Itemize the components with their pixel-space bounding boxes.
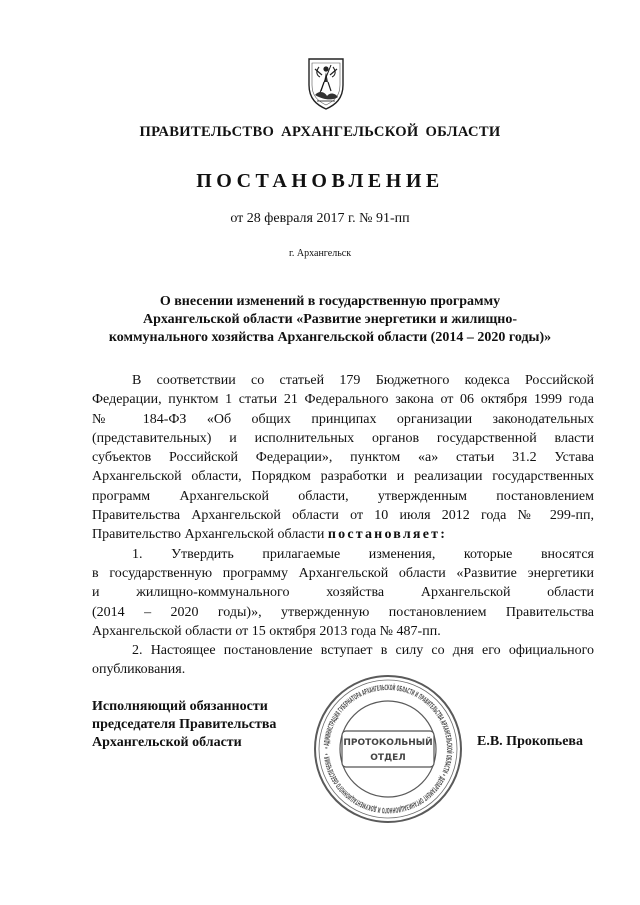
position-line: Архангельской области (92, 735, 242, 750)
body-line: и жилищно-коммунального хозяйства Архангельской области (92, 585, 594, 601)
body-line-last (92, 525, 594, 544)
stamp-center-line: ПРОТОКОЛЬНЫЙ (343, 738, 433, 748)
body-line: субъектов Российской Федерации», пунктом «а» статьи 31.2 Устава (92, 450, 594, 466)
signatory-position (92, 698, 276, 752)
body-line: № 184-ФЗ «Об общих принципах организации законодательных (92, 411, 594, 427)
document-body (92, 371, 594, 680)
decree-word: постановляет: (327, 527, 448, 543)
coat-of-arms-icon (303, 55, 349, 111)
government-name: ПРАВИТЕЛЬСТВО АРХАНГЕЛЬСКОЙ ОБЛАСТИ (139, 124, 501, 140)
body-line: (представительных) и исполнительных органов государственной власти (92, 430, 594, 446)
signatory-name: Е.В. Прокопьева (477, 734, 583, 749)
date-number: от 28 февраля 2017 г. № 91-пп (230, 211, 410, 226)
document-title (100, 293, 560, 347)
city: г. Архангельск (288, 248, 352, 259)
body-line: в государственную программу Архангельской области «Развитие энергетики (92, 565, 594, 581)
stamp-center-line: ОТДЕЛ (370, 753, 406, 763)
body-line: опубликования. (92, 662, 186, 678)
body-line: Архангельской области, Порядком разработки и реализации государственных (92, 469, 594, 485)
official-stamp (312, 673, 464, 825)
body-line: 1. Утвердить прилагаемые изменения, которые вносятся (132, 546, 594, 562)
title-line: О внесении изменений в государственную программу (159, 294, 501, 309)
body-line: Архангельской области от 15 октября 2013 года № 487-пп. (92, 623, 441, 639)
body-line: программ Архангельской области, утвержденным постановлением (92, 488, 594, 504)
stamp-ring-text: • АДМИНИСТРАЦИЯ ГУБЕРНАТОРА АРХАНГЕЛЬСКОЙ ОБЛАСТИ И ПРАВИТЕЛЬСТВА АРХАНГЕЛЬСКОЙ ОБЛАСТИ • ДЕПАРТАМЕНТ ОРГАНИЗАЦИОННОГО И ДОКУМЕНТАЦИОННОГО ОБЕСПЕЧЕНИЯ • (321, 682, 455, 816)
body-line: Правительства Архангельской области от 10 июля 2012 года № 299-пп, (92, 508, 594, 524)
body-line: 2. Настоящее постановление вступает в силу со дня его официального (132, 643, 594, 659)
body-line: Федерации, пунктом 1 статьи 21 Федерального закона от 06 октября 1999 года (92, 392, 594, 408)
body-text: Правительство Архангельской области (92, 527, 325, 543)
document-type: ПОСТАНОВЛЕНИЕ (196, 170, 444, 192)
position-line: Исполняющий обязанности (92, 699, 268, 714)
position-line: председателя Правительства (92, 717, 277, 732)
title-line: Архангельской области «Развитие энергетики и жилищно- (142, 312, 518, 327)
title-line: коммунального хозяйства Архангельской области (2014 – 2020 годы)» (108, 330, 552, 345)
body-line: В соответствии со статьей 179 Бюджетного кодекса Российской (132, 373, 594, 388)
body-line: (2014 – 2020 годы)», утвержденную постановлением Правительства (92, 604, 594, 620)
